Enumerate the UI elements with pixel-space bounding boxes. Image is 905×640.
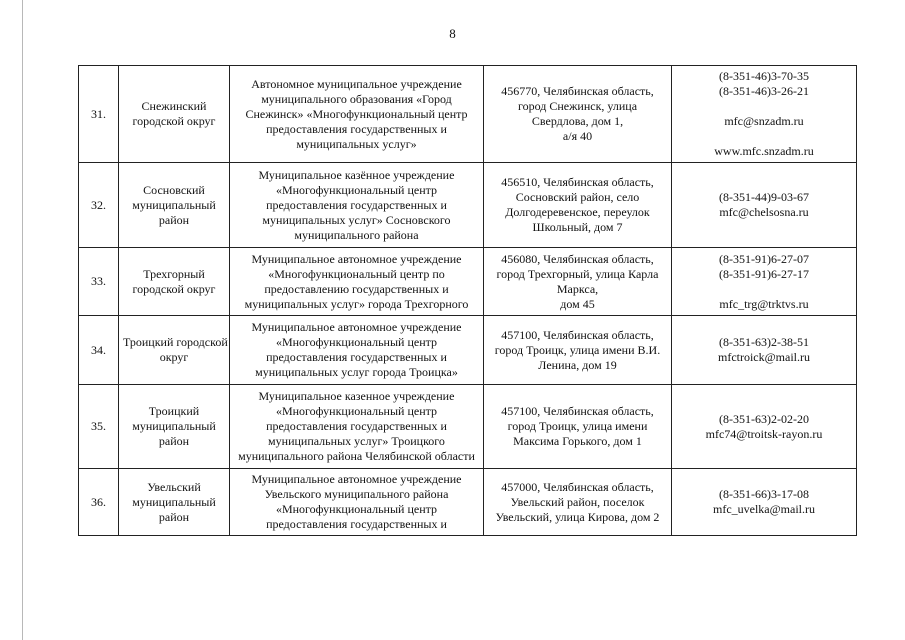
- table-row: [79, 469, 857, 536]
- phone: (8-351-91)6-27-17: [719, 266, 809, 281]
- email: mfc_trg@trktvs.ru: [719, 296, 809, 311]
- address-cell: 456510, Челябинская область, Сосновский район, село Долгодеревенское, переулок Школьный, дом 7: [484, 163, 672, 248]
- address-cell: 456080, Челябинская область, город Трехгорный, улица Карла Маркса, дом 45: [484, 248, 672, 316]
- address-cell: 457100, Челябинская область, город Троицк, улица имени Максима Горького, дом 1: [484, 385, 672, 469]
- mfc-registry-table: [78, 65, 857, 536]
- district-cell: Сосновский муниципальный район: [119, 163, 230, 248]
- contacts-cell: [672, 469, 857, 536]
- institution-cell: Муниципальное автономное учреждение «Многофункциональный центр по предоставлению государственных и муниципальных услуг» города Трехгорного: [230, 248, 484, 316]
- contacts-cell: [672, 248, 857, 316]
- phone: (8-351-91)6-27-07: [719, 251, 809, 266]
- table-row: [79, 248, 857, 316]
- website: www.mfc.snzadm.ru: [714, 144, 814, 158]
- row-number: 35.: [79, 385, 119, 469]
- table-row: [79, 316, 857, 385]
- phone: (8-351-66)3-17-08: [719, 487, 809, 501]
- contacts-cell: [672, 316, 857, 385]
- email: mfctroick@mail.ru: [717, 350, 811, 364]
- phone: (8-351-63)2-02-20: [719, 411, 809, 426]
- district-cell: Снежинский городской округ: [119, 66, 230, 163]
- contacts-cell: [672, 66, 857, 163]
- email: mfc@chelsosna.ru: [719, 205, 809, 219]
- district-cell: Троицкий городской округ: [119, 316, 230, 385]
- district-cell: Увельский муниципальный район: [119, 469, 230, 536]
- contacts-cell: [672, 385, 857, 469]
- phone: (8-351-44)9-03-67: [719, 190, 809, 204]
- district-cell: Троицкий муниципальный район: [119, 385, 230, 469]
- email: mfc_uvelka@mail.ru: [712, 502, 816, 516]
- row-number: 33.: [79, 248, 119, 316]
- institution-cell: Муниципальное автономное учреждение «Многофункциональный центр предоставления государственных и муниципальных услуг города Троицка»: [230, 316, 484, 385]
- address-cell: 457000, Челябинская область, Увельский район, поселок Увельский, улица Кирова, дом 2: [484, 469, 672, 536]
- page-number: 8: [449, 26, 456, 41]
- email: mfc74@troitsk-rayon.ru: [705, 426, 823, 441]
- institution-cell: Автономное муниципальное учреждение муниципального образования «Город Снежинск» «Многофункциональный центр предоставления государственных и муниципальных услуг»: [230, 66, 484, 163]
- district-cell: Трехгорный городской округ: [119, 248, 230, 316]
- email: mfc@snzadm.ru: [724, 114, 804, 128]
- institution-cell: Муниципальное казенное учреждение «Многофункциональный центр предоставления государственных и муниципальных услуг» Троицкого муниципального района Челябинской области: [230, 385, 484, 469]
- institution-cell: Муниципальное казённое учреждение «Многофункциональный центр предоставления государственных и муниципальных услуг» Сосновского муниципального района: [230, 163, 484, 248]
- phone: (8-351-63)2-38-51: [719, 335, 809, 349]
- table-row: [79, 66, 857, 163]
- page-left-edge: [22, 0, 23, 640]
- address-cell: 457100, Челябинская область, город Троицк, улица имени В.И. Ленина, дом 19: [484, 316, 672, 385]
- institution-cell: Муниципальное автономное учреждение Увельского муниципального района «Многофункциональный центр предоставления государственных и: [230, 469, 484, 536]
- contacts-cell: [672, 163, 857, 248]
- row-number: 36.: [79, 469, 119, 536]
- address-cell: 456770, Челябинская область, город Снежинск, улица Свердлова, дом 1, а/я 40: [484, 66, 672, 163]
- phone: (8-351-46)3-26-21: [719, 84, 809, 98]
- table-row: [79, 385, 857, 469]
- row-number: 32.: [79, 163, 119, 248]
- phone: (8-351-46)3-70-35: [719, 69, 809, 83]
- row-number: 34.: [79, 316, 119, 385]
- row-number: 31.: [79, 66, 119, 163]
- table-row: [79, 163, 857, 248]
